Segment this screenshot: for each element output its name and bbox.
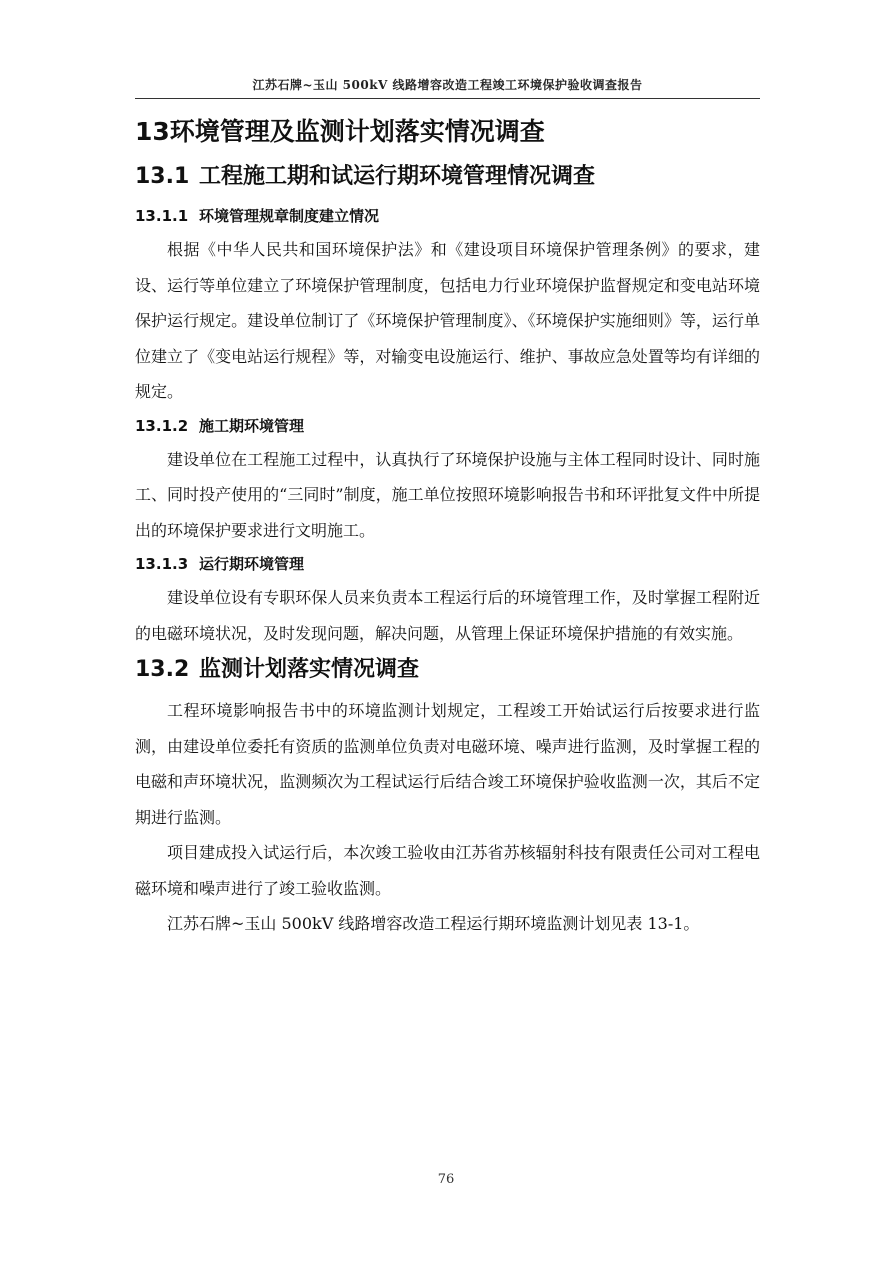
chapter-number: 13 bbox=[135, 117, 170, 146]
header-divider bbox=[135, 98, 760, 99]
subsection-heading bbox=[135, 410, 760, 442]
section-heading bbox=[135, 651, 760, 689]
section-title: 监测计划落实情况调查 bbox=[199, 657, 420, 682]
page-body bbox=[135, 112, 760, 942]
running-header: 江苏石牌~玉山 500kV 线路增容改造工程竣工环境保护验收调查报告 bbox=[252, 78, 643, 92]
chapter-heading bbox=[135, 112, 760, 152]
section-title: 工程施工期和试运行期环境管理情况调查 bbox=[199, 164, 596, 189]
subsection-number: 13.1.2 bbox=[135, 416, 189, 435]
subsection-number: 13.1.3 bbox=[135, 555, 189, 573]
paragraph: 根据《中华人民共和国环境保护法》和《建设项目环境保护管理条例》的要求，建设、运行等单位建立了环境保护管理制度，包括电力行业环境保护监督规定和变电站环境保护运行规定。建设单位制订了《环境保护管理制度》、《环境保护实施细则》等，运行单位建立了《变电站运行规程》等，对输变电设施运行、维护、事故应急处置等均有详细的规定。 bbox=[135, 240, 760, 401]
subsection-heading bbox=[135, 548, 760, 580]
paragraph: 建设单位在工程施工过程中，认真执行了环境保护设施与主体工程同时设计、同时施工、同时投产使用的“三同时”制度，施工单位按照环境影响报告书和环评批复文件中所提出的环境保护要求进行文明施工。 bbox=[135, 449, 760, 540]
paragraph: 建设单位设有专职环保人员来负责本工程运行后的环境管理工作，及时掌握工程附近的电磁环境状况，及时发现问题，解决问题，从管理上保证环境保护措施的有效实施。 bbox=[135, 588, 760, 643]
section-number: 13.1 bbox=[135, 164, 190, 189]
section-number: 13.2 bbox=[135, 657, 190, 682]
chapter-title: 环境管理及监测计划落实情况调查 bbox=[169, 117, 545, 146]
subsection-title: 运行期环境管理 bbox=[199, 555, 305, 573]
page-number: 76 bbox=[437, 1172, 455, 1187]
paragraph: 工程环境影响报告书中的环境监测计划规定，工程竣工开始试运行后按要求进行监测，由建设单位委托有资质的监测单位负责对电磁环境、噪声进行监测，及时掌握工程的电磁和声环境状况，监测频次为工程试运行后结合竣工环境保护验收监测一次，其后不定期进行监测。 bbox=[135, 701, 760, 827]
paragraph: 江苏石牌~玉山 500kV 线路增容改造工程运行期环境监测计划见表 13-1。 bbox=[167, 914, 700, 933]
section-heading bbox=[135, 158, 760, 196]
paragraph: 项目建成投入试运行后，本次竣工验收由江苏省苏核辐射科技有限责任公司对工程电磁环境和噪声进行了竣工验收监测。 bbox=[135, 843, 760, 898]
subsection-heading bbox=[135, 200, 760, 232]
subsection-title: 环境管理规章制度建立情况 bbox=[199, 207, 380, 225]
subsection-title: 施工期环境管理 bbox=[199, 416, 305, 435]
subsection-number: 13.1.1 bbox=[135, 207, 189, 225]
